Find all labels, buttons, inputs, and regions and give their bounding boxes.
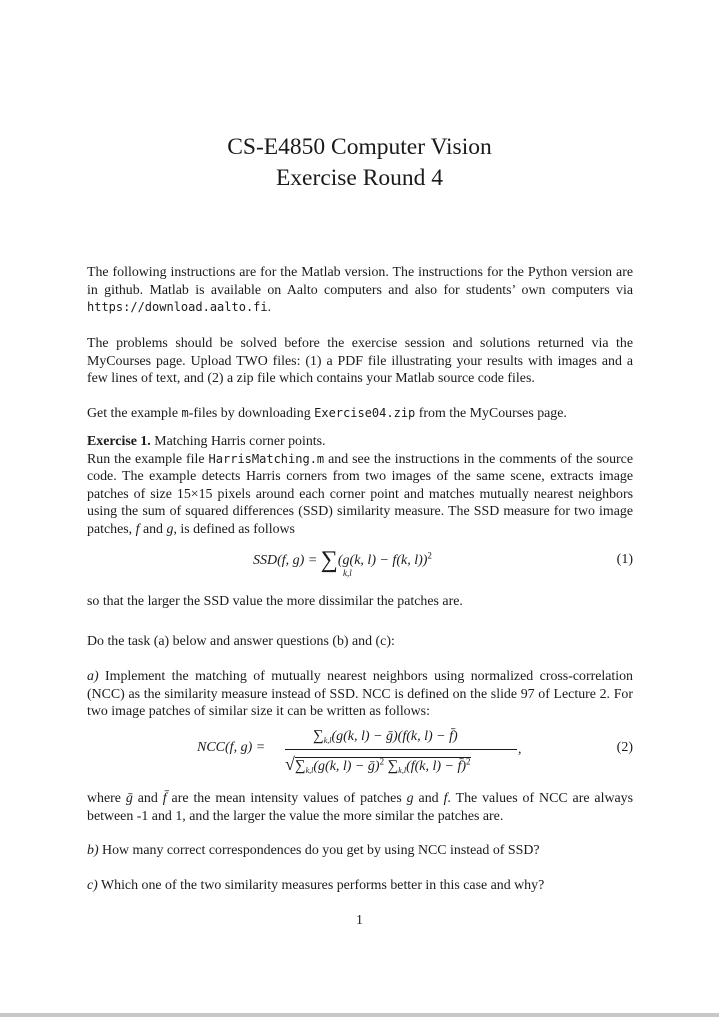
equation-number: (2) [616, 740, 633, 755]
equation-ncc: NCC(f, g) = $\sum_{k,l}(g(k$, l) − ḡ)(f(k, l) − f̄) $√\sum_{k,l}(g(k$, l) − ḡ)$^2$ $\sum_{k,l}(f(k$, l) − f̄)$^2$ , (2) [197, 728, 633, 775]
script-filename: HarrisMatching.m [208, 451, 325, 466]
task-b-paragraph: b) How many correct correspondences do you get by using NCC instead of SSD? [87, 843, 540, 858]
intro-paragraph: The following instructions are for the Matlab version. The instructions for the Python version are in github. Matlab is available on Aalto computers and also for students’ own computers via https://download.aalto.fi. [87, 265, 633, 316]
ncc-denominator: $√\sum_{k,l}(g(k$, l) − ḡ)$^2$ $\sum_{k,l}(f(k$, l) − f̄)$^2$ [285, 754, 471, 775]
ssd-explanation: so that the larger the SSD value the more dissimilar the patches are. [87, 594, 463, 609]
download-url[interactable]: https://download.aalto.fi [87, 300, 268, 315]
submission-paragraph: The problems should be solved before the exercise session and solutions returned via the MyCourses page. Upload TWO files: (1) a PDF file illustrating your results with images and a few lines of text, and (2) a zip file which contains your Matlab source code files. [87, 336, 633, 387]
title-course: CS-E4850 Computer Vision [227, 134, 492, 160]
sum-symbol: ∑ [320, 547, 338, 573]
exercise-1-paragraph: Exercise 1. Matching Harris corner points. Run the example file HarrisMatching.m and see the instructions in the comments of the source code. The example detects Harris corners from two images of the same scene, extracts image patches of size 15×15 pixels around each corner point and matches mutually nearest neighbors using the sum of squared differences (SSD) similarity measure. The SSD measure for two image patches, f and g, is defined as follows [87, 434, 634, 537]
task-c-paragraph: c) Which one of the two similarity measures performs better in this case and why? [87, 878, 545, 893]
download-paragraph: Get the example m-files by downloading Exercise04.zip from the MyCourses page. [87, 406, 567, 421]
exercise-heading: Exercise 1. [87, 434, 151, 449]
next-page-area [0, 1017, 719, 1033]
title-round: Exercise Round 4 [275, 165, 444, 191]
zip-filename: Exercise04.zip [314, 406, 416, 420]
page-number: 1 [356, 913, 363, 928]
ncc-explanation: where ḡ and f̄ are the mean intensity values of patches g and f. The values of NCC are always between -1 and 1, and the larger the value the more similar the patches are. [87, 791, 633, 824]
task-intro: Do the task (a) below and answer questions (b) and (c): [87, 634, 395, 649]
equation-ssd: SSD(f, g) = ∑(g(k, l) − f(k, l))$^2$ k,l (1) [253, 547, 633, 578]
document-title [0, 132, 719, 194]
ncc-numerator: $\sum_{k,l}(g(k$, l) − ḡ)(f(k, l) − f̄) [313, 728, 458, 745]
fraction-bar [285, 749, 517, 750]
equation-number: (1) [616, 552, 633, 567]
task-a-paragraph: a) Implement the matching of mutually nearest neighbors using normalized cross-correlation (NCC) as the similarity measure instead of SSD. NCC is defined on the slide 97 of Lecture 2. For two image patches of similar size it can be written as follows: [87, 669, 633, 720]
